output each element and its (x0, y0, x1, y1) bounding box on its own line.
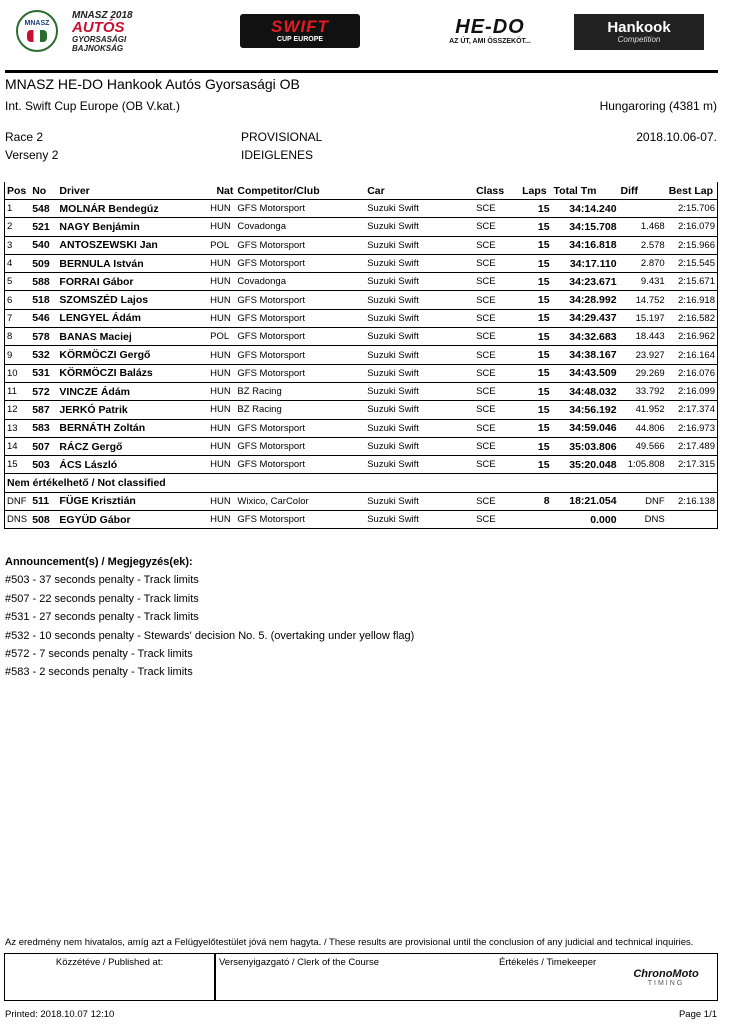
cell-nat: HUN (208, 419, 235, 437)
autos-logo-line3: GYORSASÁGI (72, 34, 127, 44)
col-class: Class (474, 182, 520, 200)
cell-comp: GFS Motorsport (235, 437, 365, 455)
results-header-row (5, 182, 718, 200)
cell-nat: POL (208, 236, 235, 254)
cell-no: 521 (30, 218, 57, 236)
cell-laps: 15 (520, 419, 551, 437)
cell-pos: 12 (5, 401, 31, 419)
cell-total: 34:43.509 (552, 364, 619, 382)
cell-car: Suzuki Swift (365, 254, 474, 272)
cell-diff: 2.870 (619, 254, 667, 272)
cell-nat: HUN (208, 364, 235, 382)
col-nat: Nat (208, 182, 235, 200)
cell-laps: 15 (520, 437, 551, 455)
cell-no: 518 (30, 291, 57, 309)
cell-diff: 49.566 (619, 437, 667, 455)
chronomoto-logo (623, 960, 709, 994)
cell-pos: 8 (5, 328, 31, 346)
cell-diff: 9.431 (619, 273, 667, 291)
cell-total: 34:16.818 (552, 236, 619, 254)
cell-nat: HUN (208, 218, 235, 236)
cell-car: Suzuki Swift (365, 401, 474, 419)
cell-driver: FÜGE Krisztián (57, 492, 208, 510)
cell-driver: KÖRMÖCZI Gergő (57, 346, 208, 364)
cell-no: 587 (30, 401, 57, 419)
autos-logo-line1: MNASZ 2018 (72, 9, 133, 21)
cell-diff: 1:05.808 (619, 456, 667, 474)
hankook-logo-sub: Competition (617, 34, 661, 44)
cell-total: 34:56.192 (552, 401, 619, 419)
cell-car: Suzuki Swift (365, 346, 474, 364)
cell-driver: VINCZE Ádám (57, 382, 208, 400)
cell-car: Suzuki Swift (365, 328, 474, 346)
cell-laps: 15 (520, 309, 551, 327)
cell-best (667, 511, 718, 529)
cell-no: 507 (30, 437, 57, 455)
cell-best: 2:16.973 (667, 419, 718, 437)
announcement-item: #572 - 7 seconds penalty - Track limits (5, 648, 193, 661)
cell-driver: JERKÓ Patrik (57, 401, 208, 419)
announcements-heading: Announcement(s) / Megjegyzés(ek): (5, 556, 193, 568)
cell-car: Suzuki Swift (365, 236, 474, 254)
cell-driver: KÖRMÖCZI Balázs (57, 364, 208, 382)
col-total: Total Tm (552, 182, 619, 200)
cell-driver: BANAS Maciej (57, 328, 208, 346)
cell-pos: 1 (5, 200, 31, 218)
cell-total: 34:14.240 (552, 200, 619, 218)
cell-diff: 2.578 (619, 236, 667, 254)
cell-nat: HUN (208, 291, 235, 309)
cell-laps: 15 (520, 382, 551, 400)
race-label-hu: Verseny 2 (5, 148, 59, 162)
cell-no: 532 (30, 346, 57, 364)
cell-best: 2:15.545 (667, 254, 718, 272)
page-title: MNASZ HE-DO Hankook Autós Gyorsasági OB (5, 76, 300, 92)
cell-total: 34:23.671 (552, 273, 619, 291)
table-row (5, 492, 718, 510)
cell-car: Suzuki Swift (365, 309, 474, 327)
cell-comp: Covadonga (235, 273, 365, 291)
announcement-item: #531 - 27 seconds penalty - Track limits (5, 611, 199, 624)
cell-cls: SCE (474, 419, 520, 437)
cell-laps: 15 (520, 456, 551, 474)
table-row (5, 328, 718, 346)
cell-no: 583 (30, 419, 57, 437)
cell-nat: POL (208, 328, 235, 346)
cell-best: 2:15.706 (667, 200, 718, 218)
cell-total: 34:59.046 (552, 419, 619, 437)
cell-laps: 15 (520, 273, 551, 291)
hedo-logo-text: HE-DO (455, 15, 525, 38)
cell-driver: FORRAI Gábor (57, 273, 208, 291)
cell-no: 572 (30, 382, 57, 400)
cell-best: 2:16.164 (667, 346, 718, 364)
cell-total: 34:17.110 (552, 254, 619, 272)
cell-diff: 15.197 (619, 309, 667, 327)
cell-diff: 1.468 (619, 218, 667, 236)
hedo-logo-slogan: AZ ÚT, AMI ÖSSZEKÖT... (449, 37, 531, 45)
cell-diff: 23.927 (619, 346, 667, 364)
cell-driver: BERNÁTH Zoltán (57, 419, 208, 437)
cell-cls: SCE (474, 364, 520, 382)
cell-car: Suzuki Swift (365, 419, 474, 437)
cell-no: 509 (30, 254, 57, 272)
table-row (5, 401, 718, 419)
cell-comp: GFS Motorsport (235, 236, 365, 254)
table-row (5, 254, 718, 272)
cell-comp: GFS Motorsport (235, 364, 365, 382)
cell-pos: 6 (5, 291, 31, 309)
cell-laps: 15 (520, 291, 551, 309)
cell-best: 2:16.918 (667, 291, 718, 309)
table-row (5, 273, 718, 291)
announcement-item: #583 - 2 seconds penalty - Track limits (5, 666, 193, 679)
chronomoto-logo-text: ChronoMoto (633, 967, 699, 980)
swift-logo-sub: CUP EUROPE (276, 36, 324, 43)
cell-pos: 11 (5, 382, 31, 400)
cell-driver: NAGY Benjámin (57, 218, 208, 236)
col-driver: Driver (57, 182, 208, 200)
timekeeper-label: Értékelés / Timekeeper (499, 957, 597, 968)
table-row (5, 511, 718, 529)
cell-total: 34:32.683 (552, 328, 619, 346)
hankook-logo (574, 14, 704, 50)
cell-comp: GFS Motorsport (235, 456, 365, 474)
track-name: Hungaroring (4381 m) (599, 99, 717, 113)
cell-best: 2:17.374 (667, 401, 718, 419)
cell-car: Suzuki Swift (365, 511, 474, 529)
not-classified-header (5, 474, 718, 492)
cell-comp: BZ Racing (235, 401, 365, 419)
cell-driver: RÁCZ Gergő (57, 437, 208, 455)
cell-diff: 29.269 (619, 364, 667, 382)
cell-cls: SCE (474, 456, 520, 474)
cell-cls: SCE (474, 291, 520, 309)
col-laps: Laps (520, 182, 551, 200)
cell-total: 35:03.806 (552, 437, 619, 455)
cell-total: 34:48.032 (552, 382, 619, 400)
table-row (5, 437, 718, 455)
printed-timestamp: Printed: 2018.10.07 12:10 (5, 1009, 115, 1020)
cell-total: 34:15.708 (552, 218, 619, 236)
cell-cls: SCE (474, 401, 520, 419)
cell-diff: DNF (619, 492, 667, 510)
cell-car: Suzuki Swift (365, 218, 474, 236)
cell-total: 34:38.167 (552, 346, 619, 364)
race-label-en: Race 2 (5, 130, 44, 144)
announcement-item: #507 - 22 seconds penalty - Track limits (5, 592, 199, 605)
cell-driver: MOLNÁR Bendegúz (57, 200, 208, 218)
cell-laps: 15 (520, 364, 551, 382)
cell-total: 34:28.992 (552, 291, 619, 309)
mnasz-logo (14, 10, 60, 52)
published-at-label: Közzétéve / Published at: (55, 957, 164, 968)
cell-car: Suzuki Swift (365, 291, 474, 309)
cell-comp: Wixico, CarColor (235, 492, 365, 510)
swift-cup-logo (240, 14, 360, 48)
cell-cls: SCE (474, 328, 520, 346)
cell-diff: 44.806 (619, 419, 667, 437)
table-row (5, 346, 718, 364)
cell-pos: 7 (5, 309, 31, 327)
cell-laps: 8 (520, 492, 551, 510)
col-no: No (30, 182, 57, 200)
cell-best: 2:15.671 (667, 273, 718, 291)
col-competitor: Competitor/Club (235, 182, 365, 200)
cell-driver: ÁCS László (57, 456, 208, 474)
cell-comp: GFS Motorsport (235, 309, 365, 327)
cell-pos: 9 (5, 346, 31, 364)
col-car: Car (365, 182, 474, 200)
cell-cls: SCE (474, 236, 520, 254)
header-rule (5, 70, 718, 73)
cell-total: 35:20.048 (552, 456, 619, 474)
cell-comp: BZ Racing (235, 382, 365, 400)
swift-logo-text: SWIFT (271, 17, 329, 36)
cell-best: 2:16.138 (667, 492, 718, 510)
clerk-label: Versenyigazgató / Clerk of the Course (219, 957, 380, 968)
cell-nat: HUN (208, 492, 235, 510)
cell-pos: DNS (5, 511, 31, 529)
cell-pos: 14 (5, 437, 31, 455)
cell-no: 548 (30, 200, 57, 218)
table-row (5, 382, 718, 400)
table-row (5, 309, 718, 327)
cell-cls: SCE (474, 218, 520, 236)
hedo-logo (424, 10, 556, 52)
series-subtitle: Int. Swift Cup Europe (OB V.kat.) (5, 99, 180, 113)
cell-nat: HUN (208, 382, 235, 400)
table-row (5, 218, 718, 236)
table-row (5, 200, 718, 218)
cell-car: Suzuki Swift (365, 456, 474, 474)
cell-nat: HUN (208, 511, 235, 529)
cell-car: Suzuki Swift (365, 382, 474, 400)
cell-no: 508 (30, 511, 57, 529)
cell-best: 2:15.966 (667, 236, 718, 254)
cell-car: Suzuki Swift (365, 364, 474, 382)
cell-car: Suzuki Swift (365, 492, 474, 510)
cell-best: 2:16.099 (667, 382, 718, 400)
col-best: Best Lap (667, 182, 718, 200)
cell-best: 2:16.962 (667, 328, 718, 346)
cell-pos: 5 (5, 273, 31, 291)
cell-diff: 18.443 (619, 328, 667, 346)
announcement-item: #532 - 10 seconds penalty - Stewards' decision No. 5. (overtaking under yellow flag) (5, 629, 415, 642)
cell-pos: 15 (5, 456, 31, 474)
cell-cls: SCE (474, 437, 520, 455)
cell-laps: 15 (520, 328, 551, 346)
table-row (5, 291, 718, 309)
cell-driver: EGYÜD Gábor (57, 511, 208, 529)
cell-no: 503 (30, 456, 57, 474)
cell-nat: HUN (208, 200, 235, 218)
cell-pos: 10 (5, 364, 31, 382)
cell-car: Suzuki Swift (365, 437, 474, 455)
cell-pos: 2 (5, 218, 31, 236)
cell-diff (619, 200, 667, 218)
cell-cls: SCE (474, 382, 520, 400)
mnasz-seal-icon (16, 10, 58, 52)
table-row (5, 364, 718, 382)
cell-pos: 4 (5, 254, 31, 272)
cell-driver: LENGYEL Ádám (57, 309, 208, 327)
cell-no: 578 (30, 328, 57, 346)
cell-driver: SZOMSZÉD Lajos (57, 291, 208, 309)
mnasz-logo-text: MNASZ (24, 20, 50, 27)
cell-car: Suzuki Swift (365, 200, 474, 218)
col-pos: Pos (5, 182, 31, 200)
cell-total: 18:21.054 (552, 492, 619, 510)
cell-no: 588 (30, 273, 57, 291)
cell-cls: SCE (474, 273, 520, 291)
cell-comp: GFS Motorsport (235, 291, 365, 309)
cell-comp: GFS Motorsport (235, 419, 365, 437)
cell-laps: 15 (520, 200, 551, 218)
cell-nat: HUN (208, 401, 235, 419)
autos-logo-line4: BAJNOKSÁG (72, 43, 124, 53)
cell-comp: GFS Motorsport (235, 254, 365, 272)
signature-box (4, 953, 718, 1001)
not-classified-label: Nem értékelhető / Not classified (5, 474, 718, 492)
announcements (5, 553, 414, 682)
cell-comp: GFS Motorsport (235, 511, 365, 529)
cell-no: 511 (30, 492, 57, 510)
cell-cls: SCE (474, 511, 520, 529)
cell-laps: 15 (520, 401, 551, 419)
cell-best: 2:16.076 (667, 364, 718, 382)
cell-best: 2:16.582 (667, 309, 718, 327)
table-row (5, 456, 718, 474)
table-row (5, 236, 718, 254)
cell-cls: SCE (474, 492, 520, 510)
cell-diff: DNS (619, 511, 667, 529)
cell-nat: HUN (208, 346, 235, 364)
cell-nat: HUN (208, 254, 235, 272)
cell-no: 546 (30, 309, 57, 327)
cell-cls: SCE (474, 309, 520, 327)
cell-diff: 33.792 (619, 382, 667, 400)
cell-best: 2:17.315 (667, 456, 718, 474)
chronomoto-logo-sub: TIMING (647, 979, 685, 987)
status-label-en: PROVISIONAL (241, 130, 323, 144)
cell-diff: 14.752 (619, 291, 667, 309)
cell-comp: GFS Motorsport (235, 200, 365, 218)
cell-pos: DNF (5, 492, 31, 510)
cell-comp: GFS Motorsport (235, 346, 365, 364)
cell-best: 2:16.079 (667, 218, 718, 236)
cell-laps: 15 (520, 236, 551, 254)
cell-nat: HUN (208, 456, 235, 474)
cell-cls: SCE (474, 254, 520, 272)
cell-total: 0.000 (552, 511, 619, 529)
cell-laps (520, 511, 551, 529)
cell-no: 531 (30, 364, 57, 382)
cell-nat: HUN (208, 273, 235, 291)
status-label-hu: IDEIGLENES (241, 148, 314, 162)
cell-comp: Covadonga (235, 218, 365, 236)
cell-diff: 41.952 (619, 401, 667, 419)
cell-nat: HUN (208, 309, 235, 327)
event-date: 2018.10.06-07. (636, 130, 717, 144)
results-table (4, 182, 718, 529)
cell-total: 34:29.437 (552, 309, 619, 327)
published-at-cell (5, 954, 215, 1000)
cell-pos: 3 (5, 236, 31, 254)
page-number: Page 1/1 (678, 1009, 717, 1020)
cell-pos: 13 (5, 419, 31, 437)
cell-cls: SCE (474, 346, 520, 364)
cell-driver: BERNULA István (57, 254, 208, 272)
cell-laps: 15 (520, 254, 551, 272)
results-body (5, 200, 718, 529)
cell-driver: ANTOSZEWSKI Jan (57, 236, 208, 254)
cell-cls: SCE (474, 200, 520, 218)
autos-logo-line2: AUTÓS (72, 18, 125, 36)
disclaimer: Az eredmény nem hivatalos, amíg azt a Felügyelőtestület jóvá nem hagyta. / These results are provisional until the conclusion of any judicial and technical inquiries. (5, 937, 694, 948)
cell-laps: 15 (520, 346, 551, 364)
cell-no: 540 (30, 236, 57, 254)
hankook-logo-text: Hankook (607, 18, 671, 36)
cell-car: Suzuki Swift (365, 273, 474, 291)
cell-comp: GFS Motorsport (235, 328, 365, 346)
announcement-item: #503 - 37 seconds penalty - Track limits (5, 574, 199, 587)
cell-nat: HUN (208, 437, 235, 455)
autos-gyorsasagi-logo (72, 10, 180, 52)
col-diff: Diff (619, 182, 667, 200)
cell-best: 2:17.489 (667, 437, 718, 455)
cell-laps: 15 (520, 218, 551, 236)
cell-divider (215, 954, 216, 1000)
table-row (5, 419, 718, 437)
